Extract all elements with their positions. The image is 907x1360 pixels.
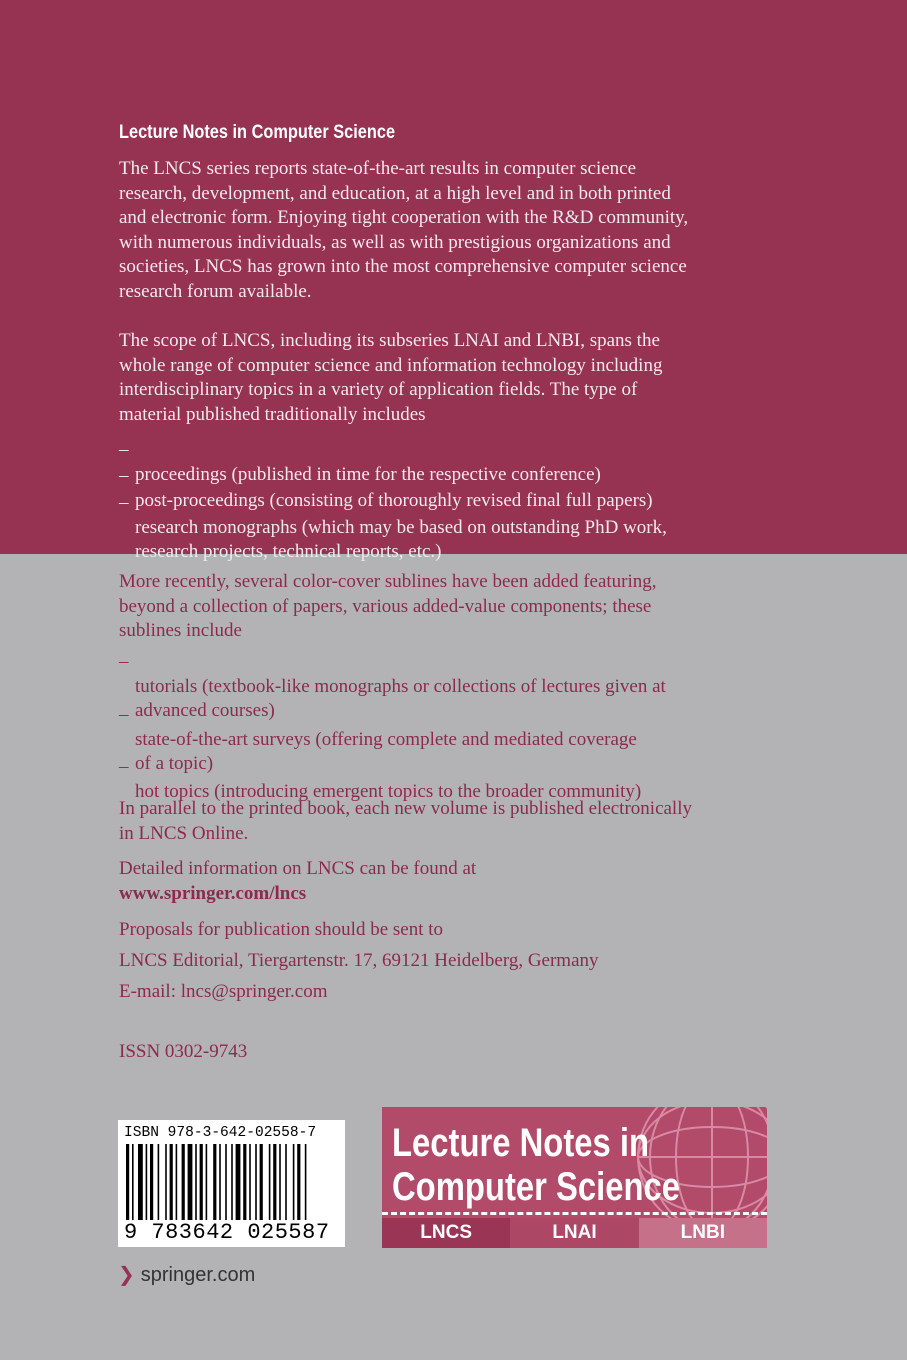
parallel-paragraph: In parallel to the printed book, each new volume is published electronically in LNCS Online. (119, 798, 692, 844)
publisher-link[interactable] (118, 1262, 255, 1287)
barcode-bars (126, 1144, 338, 1222)
dash-bullet: – (119, 756, 129, 777)
info-line: Detailed information on LNCS can be found at (119, 858, 477, 879)
logo-segment-lnbi: LNBI (639, 1218, 767, 1248)
traditional-item-text: post-proceedings (consisting of thoroughly revised final full papers) (135, 489, 653, 511)
series-title: Lecture Notes in Computer Science (119, 122, 396, 143)
dash-bullet: – (119, 439, 129, 460)
traditional-item-text: research monographs (which may be based on outstanding PhD work, research projects, technical reports, etc.) (135, 516, 667, 563)
traditional-item-text: proceedings (published in time for the respective conference) (135, 463, 601, 485)
barcode-isbn: ISBN 978-3-642-02558-7 (124, 1124, 317, 1141)
logo-title: Lecture Notes in Computer Science (392, 1121, 680, 1209)
subline-item-text: state-of-the-art surveys (offering complete and mediated coverage of a topic) (135, 728, 637, 775)
subline-item-text: hot topics (introducing emergent topics to the broader community) (135, 780, 642, 802)
dash-bullet: – (119, 465, 129, 486)
recent-paragraph: More recently, several color-cover sublines have been added featuring, beyond a collection of papers, various added-value components; these sublines include (119, 571, 657, 642)
barcode (118, 1120, 345, 1247)
chevron-right-icon: ❯ (118, 1264, 135, 1286)
scope-paragraph: The scope of LNCS, including its subseries LNAI and LNBI, spans the whole range of computer science and information technology including interdisciplinary topics in a variety of application fields. The type of material published traditionally includes (119, 330, 663, 425)
dash-bullet: – (119, 651, 129, 672)
logo-divider (382, 1212, 767, 1215)
dash-bullet: – (119, 704, 129, 725)
issn-number: ISSN 0302-9743 (119, 1041, 248, 1062)
traditional-item (119, 491, 667, 565)
dash-bullet: – (119, 492, 129, 513)
proposals-line: Proposals for publication should be sent to (119, 919, 444, 940)
editorial-address: LNCS Editorial, Tiergartenstr. 17, 69121 Heidelberg, Germany (119, 950, 599, 971)
logo-subseries-strip (382, 1218, 767, 1248)
intro-paragraph: The LNCS series reports state-of-the-art results in computer science research, development, and education, at a high level and in both printed and electronic form. Enjoying tight cooperation with the R&D community, with numerous individuals, as well as with prestigious organizations and societies, LNCS has grown into the most comprehensive computer science research forum available. (119, 158, 689, 302)
logo-segment-lnai: LNAI (510, 1218, 638, 1248)
logo-segment-lncs: LNCS (382, 1218, 510, 1248)
editorial-email: E-mail: lncs@springer.com (119, 981, 328, 1002)
subline-item-text: tutorials (textbook-like monographs or collections of lectures given at advanced courses) (135, 675, 666, 722)
barcode-digits: 9 783642 025587 (124, 1220, 330, 1245)
series-logo (382, 1107, 767, 1248)
info-url-link[interactable]: www.springer.com/lncs (119, 883, 307, 904)
publisher-link-text: springer.com (140, 1264, 256, 1286)
